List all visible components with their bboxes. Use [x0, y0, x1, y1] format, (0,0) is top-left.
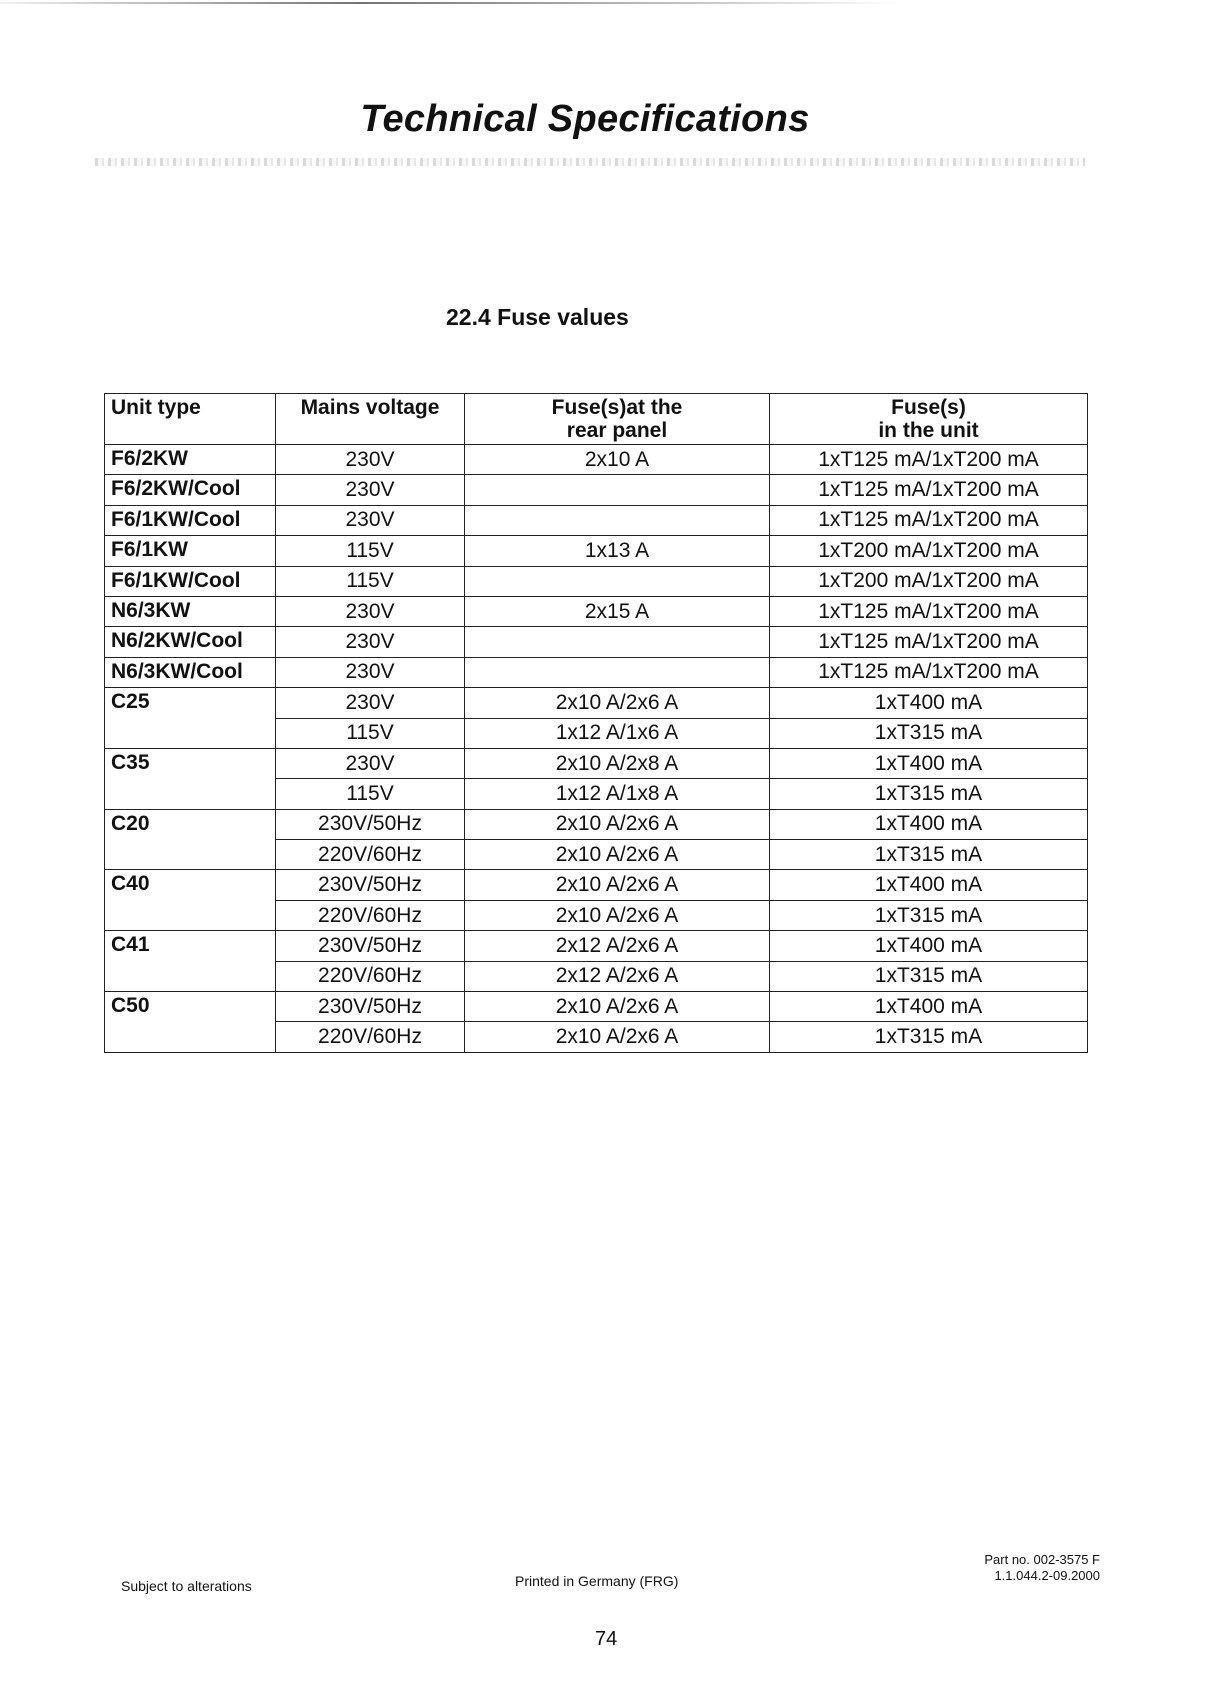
unit-type-cell: F6/1KW	[105, 536, 276, 566]
unit-fuse-cell: 1xT315 mA	[770, 840, 1088, 870]
mains-voltage-cell: 220V/60Hz	[276, 900, 465, 930]
unit-fuse-cell: 1xT400 mA	[770, 870, 1088, 900]
unit-type-cell: C40	[105, 870, 276, 931]
unit-fuse-cell: 1xT315 mA	[770, 961, 1088, 991]
rear-panel-fuse-cell: 2x10 A/2x6 A	[465, 870, 770, 900]
rear-panel-fuse-cell	[465, 627, 770, 657]
table-row	[105, 475, 1088, 505]
unit-type-cell: N6/3KW/Cool	[105, 657, 276, 687]
table-row	[105, 748, 1088, 778]
unit-fuse-cell: 1xT315 mA	[770, 1022, 1088, 1052]
mains-voltage-cell: 230V	[276, 596, 465, 626]
rear-panel-fuse-cell: 2x15 A	[465, 596, 770, 626]
mains-voltage-cell: 115V	[276, 566, 465, 596]
mains-voltage-cell: 115V	[276, 536, 465, 566]
mains-voltage-cell: 230V	[276, 688, 465, 718]
unit-type-cell: F6/2KW	[105, 445, 276, 475]
rear-panel-fuse-cell: 2x12 A/2x6 A	[465, 961, 770, 991]
unit-fuse-cell: 1xT315 mA	[770, 779, 1088, 809]
rear-panel-fuse-cell: 2x10 A/2x6 A	[465, 900, 770, 930]
rear-panel-fuse-cell	[465, 566, 770, 596]
rear-panel-fuse-cell: 2x10 A/2x6 A	[465, 809, 770, 839]
rear-panel-fuse-cell: 1x13 A	[465, 536, 770, 566]
rear-panel-fuse-cell: 2x10 A/2x6 A	[465, 1022, 770, 1052]
unit-fuse-cell: 1xT400 mA	[770, 748, 1088, 778]
fuse-values-table	[104, 393, 1088, 1053]
table-row	[105, 566, 1088, 596]
mains-voltage-cell: 230V	[276, 657, 465, 687]
mains-voltage-cell: 115V	[276, 718, 465, 748]
rear-panel-fuse-cell: 2x10 A/2x6 A	[465, 688, 770, 718]
mains-voltage-cell: 230V/50Hz	[276, 809, 465, 839]
unit-fuse-cell: 1xT400 mA	[770, 809, 1088, 839]
table-row	[105, 870, 1088, 900]
rear-panel-fuse-cell: 2x12 A/2x6 A	[465, 931, 770, 961]
title-underline-rule	[95, 158, 1085, 166]
mains-voltage-cell: 230V	[276, 748, 465, 778]
unit-type-cell: C41	[105, 931, 276, 992]
unit-type-cell: N6/3KW	[105, 596, 276, 626]
unit-type-cell: F6/1KW/Cool	[105, 505, 276, 535]
unit-fuse-cell: 1xT125 mA/1xT200 mA	[770, 505, 1088, 535]
rear-panel-fuse-cell	[465, 657, 770, 687]
unit-fuse-cell: 1xT125 mA/1xT200 mA	[770, 657, 1088, 687]
table-row	[105, 536, 1088, 566]
mains-voltage-cell: 230V	[276, 505, 465, 535]
mains-voltage-cell: 230V/50Hz	[276, 870, 465, 900]
table-row	[105, 931, 1088, 961]
unit-type-cell: C20	[105, 809, 276, 870]
scan-edge-line	[0, 2, 900, 4]
footer-part-number: Part no. 002-3575 F	[984, 1552, 1100, 1567]
mains-voltage-cell: 230V/50Hz	[276, 992, 465, 1022]
mains-voltage-cell: 230V/50Hz	[276, 931, 465, 961]
column-header-mains-voltage: Mains voltage	[276, 394, 465, 445]
mains-voltage-cell: 230V	[276, 627, 465, 657]
mains-voltage-cell: 220V/60Hz	[276, 840, 465, 870]
table-row	[105, 809, 1088, 839]
unit-type-cell: C50	[105, 992, 276, 1053]
unit-fuse-cell: 1xT125 mA/1xT200 mA	[770, 445, 1088, 475]
table-row	[105, 627, 1088, 657]
unit-fuse-cell: 1xT125 mA/1xT200 mA	[770, 475, 1088, 505]
footer-part-info	[940, 1552, 1100, 1584]
unit-fuse-cell: 1xT315 mA	[770, 718, 1088, 748]
table-body	[105, 445, 1088, 1053]
header-line: rear panel	[566, 419, 668, 442]
rear-panel-fuse-cell	[465, 505, 770, 535]
header-line: Fuse(s)	[891, 396, 966, 419]
rear-panel-fuse-cell	[465, 475, 770, 505]
unit-fuse-cell: 1xT200 mA/1xT200 mA	[770, 566, 1088, 596]
mains-voltage-cell: 220V/60Hz	[276, 961, 465, 991]
column-header-unit-type: Unit type	[105, 394, 276, 445]
footer-revision: 1.1.044.2-09.2000	[994, 1568, 1100, 1583]
table-row	[105, 688, 1088, 718]
footer-disclaimer: Subject to alterations	[121, 1578, 252, 1594]
page-number: 74	[595, 1628, 618, 1650]
unit-type-cell: C35	[105, 748, 276, 809]
rear-panel-fuse-cell: 2x10 A/2x8 A	[465, 748, 770, 778]
header-line: Fuse(s)at the	[551, 396, 683, 419]
rear-panel-fuse-cell: 1x12 A/1x6 A	[465, 718, 770, 748]
unit-type-cell: F6/2KW/Cool	[105, 475, 276, 505]
unit-type-cell: F6/1KW/Cool	[105, 566, 276, 596]
rear-panel-fuse-cell: 2x10 A/2x6 A	[465, 992, 770, 1022]
table-row	[105, 596, 1088, 626]
unit-fuse-cell: 1xT315 mA	[770, 900, 1088, 930]
mains-voltage-cell: 115V	[276, 779, 465, 809]
unit-fuse-cell: 1xT400 mA	[770, 688, 1088, 718]
column-header-rear-panel-fuses	[465, 394, 770, 445]
unit-fuse-cell: 1xT400 mA	[770, 931, 1088, 961]
page-title: Technical Specifications	[360, 98, 810, 140]
table-row	[105, 505, 1088, 535]
table-header-row	[105, 394, 1088, 445]
table-row	[105, 657, 1088, 687]
unit-type-cell: C25	[105, 688, 276, 749]
column-header-unit-fuses	[770, 394, 1088, 445]
mains-voltage-cell: 220V/60Hz	[276, 1022, 465, 1052]
table-row	[105, 992, 1088, 1022]
unit-fuse-cell: 1xT200 mA/1xT200 mA	[770, 536, 1088, 566]
unit-fuse-cell: 1xT125 mA/1xT200 mA	[770, 596, 1088, 626]
table-row	[105, 445, 1088, 475]
rear-panel-fuse-cell: 2x10 A/2x6 A	[465, 840, 770, 870]
unit-type-cell: N6/2KW/Cool	[105, 627, 276, 657]
footer-print-note: Printed in Germany (FRG)	[515, 1573, 679, 1589]
mains-voltage-cell: 230V	[276, 445, 465, 475]
rear-panel-fuse-cell: 2x10 A	[465, 445, 770, 475]
mains-voltage-cell: 230V	[276, 475, 465, 505]
header-line: in the unit	[878, 419, 979, 442]
unit-fuse-cell: 1xT125 mA/1xT200 mA	[770, 627, 1088, 657]
rear-panel-fuse-cell: 1x12 A/1x8 A	[465, 779, 770, 809]
unit-fuse-cell: 1xT400 mA	[770, 992, 1088, 1022]
section-heading: 22.4 Fuse values	[446, 304, 629, 330]
